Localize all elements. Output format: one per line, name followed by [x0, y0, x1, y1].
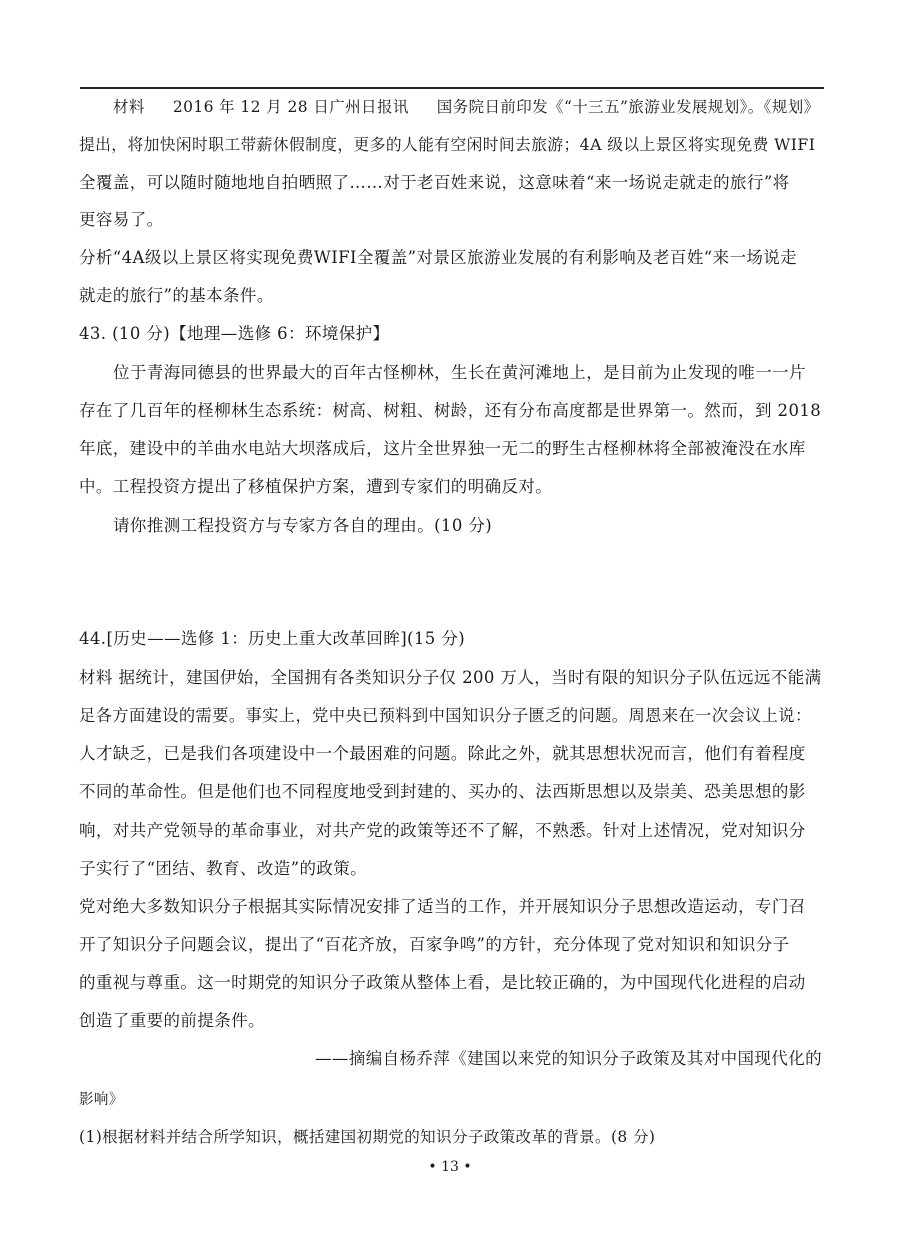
q44-material-line-5: 响，对共产党领导的革命事业，对共产党的政策等还不了解，不熟悉。针对上述情况，党对知识分 — [79, 821, 806, 840]
q44-material-line-4: 不同的革命性。但是他们也不同程度地受到封建的、买办的、法西斯思想以及崇美、恐美思想的影 — [79, 782, 806, 801]
q44-material-line-2: 足各方面建设的需要。事实上，党中央已预料到中国知识分子匮乏的问题。周恩来在一次会议上说： — [79, 706, 812, 725]
q43-para-line-1: 位于青海同德县的世界最大的百年古怪柳林，生长在黄河滩地上，是目前为止发现的唯一一片 — [113, 363, 806, 382]
q43-question: 请你推测工程投资方与专家方各自的理由。(10 分) — [113, 516, 493, 535]
q43-para-line-4: 中。工程投资方提出了移植保护方案，遭到专家们的明确反对。 — [79, 477, 553, 496]
analysis-line-1: 分析“4A级以上景区将实现免费WIFI全覆盖”对景区旅游业发展的有利影响及老百姓“来一场说走 — [79, 248, 798, 267]
material-line-2: 提出，将加快闲时职工带薪休假制度，更多的人能有空闲时间去旅游；4A 级以上景区将实现免费 WIFI — [79, 135, 816, 154]
q43-heading: 43. (10 分)【地理—选修 6：环境保护】 — [79, 324, 390, 343]
page-number: • 13 • — [428, 1159, 472, 1175]
q44-material-line-1: 材料 据统计，建国伊始，全国拥有各类知识分子仅 200 万人，当时有限的知识分子队伍远远不能满 — [79, 668, 822, 687]
q44-material-line-3: 人才缺乏，已是我们各项建设中一个最困难的问题。除此之外，就其思想状况而言，他们有着程度 — [79, 744, 806, 763]
q43-para-line-2: 存在了几百年的柽柳林生态系统：树高、树粗、树龄，还有分布高度都是世界第一。然而，到 2018 — [79, 401, 822, 420]
q44-material2-line-3: 的重视与尊重。这一时期党的知识分子政策从整体上看，是比较正确的，为中国现代化进程的启动 — [79, 973, 806, 992]
q44-source-line-1: ——摘编自杨乔萍《建国以来党的知识分子政策及其对中国现代化的 — [315, 1049, 822, 1068]
material-line-4: 更容易了。 — [79, 210, 164, 229]
material-line-1: 材料 2016 年 12 月 28 日广州日报讯 国务院日前印发《“十三五”旅游业发展规划》。《规划》 — [113, 98, 820, 116]
q44-question-1: (1)根据材料并结合所学知识，概括建国初期党的知识分子政策改革的背景。(8 分) — [79, 1128, 656, 1146]
material-line-3: 全覆盖，可以随时随地地自拍晒照了……对于老百姓来说，这意味着“来一场说走就走的旅行”将 — [79, 173, 790, 192]
q44-material-line-6: 子实行了“团结、教育、改造”的政策。 — [79, 859, 368, 878]
q44-material2-line-1: 党对绝大多数知识分子根据其实际情况安排了适当的工作，并开展知识分子思想改造运动，专门召 — [79, 897, 806, 916]
top-rule — [80, 87, 824, 89]
q43-para-line-3: 年底，建设中的羊曲水电站大坝落成后，这片全世界独一无二的野生古柽柳林将全部被淹没在水库 — [79, 439, 806, 458]
q44-material2-line-2: 开了知识分子问题会议，提出了“百花齐放，百家争鸣”的方针，充分体现了党对知识和知识分子 — [79, 935, 790, 954]
q44-heading: 44.[历史——选修 1：历史上重大改革回眸](15 分) — [79, 629, 466, 648]
analysis-line-2: 就走的旅行”的基本条件。 — [79, 286, 274, 305]
q44-material2-line-4: 创造了重要的前提条件。 — [79, 1011, 265, 1030]
q44-source-line-2: 影响》 — [79, 1092, 124, 1108]
